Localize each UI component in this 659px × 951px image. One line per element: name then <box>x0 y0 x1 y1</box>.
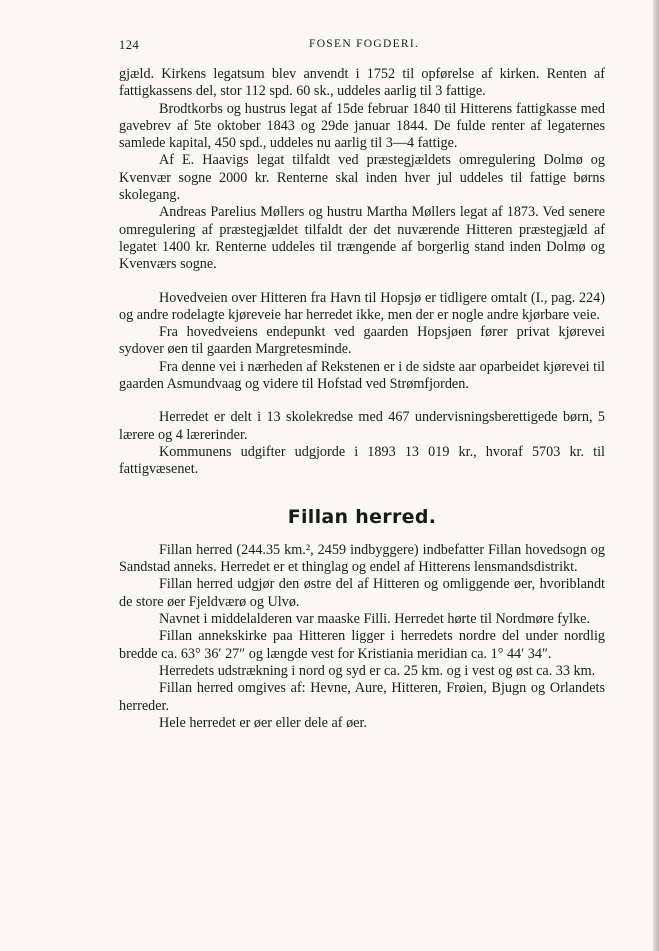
paragraph: Herredets udstrækning i nord og syd er ca. 25 km. og i vest og øst ca. 33 km. <box>159 662 596 679</box>
spacer <box>119 274 605 290</box>
paragraph: Kommunens udgifter udgjorde i 1893 13 019 kr., hvoraf 5703 kr. til fattigvæsenet. <box>119 443 605 478</box>
paragraph: Hovedveien over Hitteren fra Havn til Hopsjø er tidligere omtalt (I., pag. 224) og andre rodelagte kjøreveie har herredet ikke, men der er nogle andre kjørbare veie. <box>119 289 605 323</box>
paragraph: gjæld. Kirkens legatsum blev anvendt i 1752 til opførelse af kirken. Renten af fattigkassens del, stor 112 spd. 60 sk., uddeles aarlig til 3 fattige. <box>119 66 605 100</box>
body-text <box>119 66 605 732</box>
section-heading: Fillan herred. <box>287 505 437 528</box>
paragraph: Herredet er delt i 13 skolekredse med 467 undervisningsberettigede børn, 5 lærere og 4 lærerinder. <box>119 409 605 443</box>
spacer <box>119 479 605 509</box>
paragraph: Fra hovedveiens endepunkt ved gaarden Hopsjøen fører privat kjørevei sydover øen til gaarden Margretesminde. <box>119 324 605 358</box>
paragraph: Andreas Parelius Møllers og hustru Martha Møllers legat af 1873. Ved senere omregulering af præstegjældet tilfaldt der det nuværende Hitteren præstegjæld af legatet 1400 kr. Renterne uddeles til trængende af borgerlig stand inden Dolmø og Kvenværs sogne. <box>119 204 605 273</box>
paragraph: Brodtkorbs og hustrus legat af 15de februar 1840 til Hitterens fattigkasse med gavebrev af 5te oktober 1843 og 29de januar 1844. De fulde renter af legaternes samlede kapital, 450 spd., uddeles nu aarlig til 3—4 fattige. <box>119 100 605 152</box>
paragraph: Fillan herred (244.35 km.², 2459 indbyggere) indbefatter Fillan hovedsogn og Sandstad anneks. Herredet er et thinglag og endel af Hitterens lensmandsdistrikt. <box>119 541 605 576</box>
page-edge <box>653 0 659 951</box>
paragraph: Fra denne vei i nærheden af Rekstenen er i de sidste aar oparbeidet kjørevei til gaarden Asmundvaag og videre til Hofstad ved Strømfjorden. <box>119 358 605 393</box>
paragraph: Hele herredet er øer eller dele af øer. <box>159 714 367 731</box>
paragraph: Fillan herred udgjør den østre del af Hitteren og omliggende øer, hvoriblandt de store øer Fjeldværø og Ulvø. <box>119 576 605 610</box>
paragraph: Fillan herred omgives af: Hevne, Aure, Hitteren, Frøien, Bjugn og Orlandets herreder. <box>119 680 605 714</box>
page-number: 124 <box>119 38 140 52</box>
paragraph: Fillan annekskirke paa Hitteren ligger i herredets nordre del under nordlig bredde ca. 63° 36′ 27″ og længde vest for Kristiania meridian ca. 1° 44′ 34″. <box>119 628 605 662</box>
running-head: FOSEN FOGDERI. <box>309 38 420 50</box>
paragraph: Af E. Haavigs legat tilfaldt ved præstegjældets omregulering Dolmø og Kvenvær sogne 2000 kr. Renterne skal inden hver jul uddeles til fattige børns skolegang. <box>119 152 605 204</box>
page-header <box>119 38 610 56</box>
spacer <box>119 393 605 409</box>
paragraph: Navnet i middelalderen var maaske Filli. Herredet hørte til Nordmøre fylke. <box>159 611 590 628</box>
